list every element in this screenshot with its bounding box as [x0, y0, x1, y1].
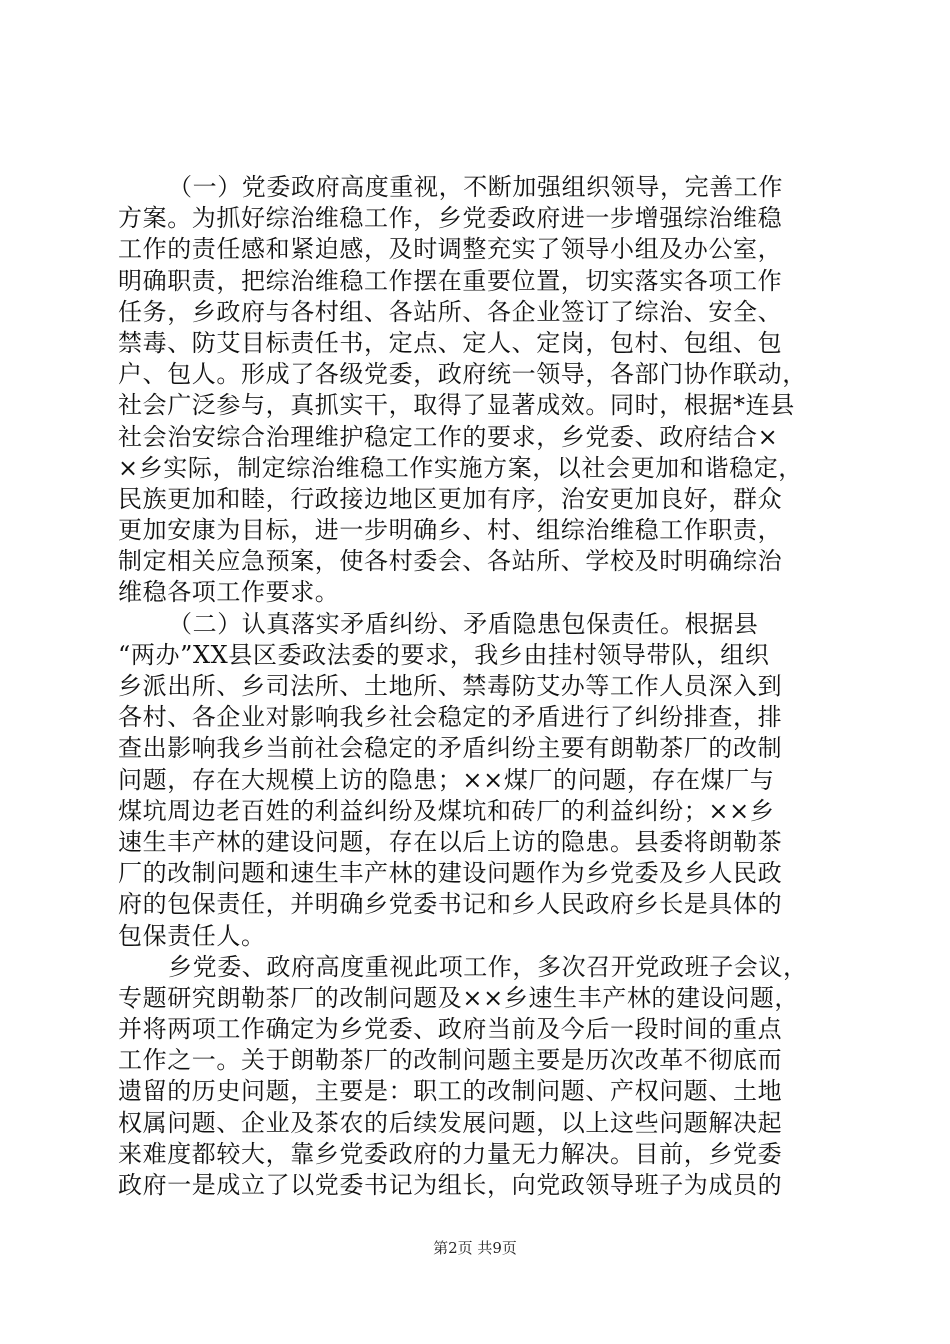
text-line: 社会治安综合治理维护稳定工作的要求，乡党委、政府结合×	[118, 422, 779, 451]
text-line: 乡党委、政府高度重视此项工作，多次召开党政班子会议，	[168, 952, 808, 981]
document-body	[118, 172, 838, 1201]
text-line: （一）党委政府高度重视，不断加强组织领导，完善工作	[168, 173, 783, 201]
text-line: 禁毒、防艾目标责任书，定点、定人、定岗，包村、包组、包	[118, 328, 783, 357]
text-line: 遗留的历史问题，主要是：职工的改制问题、产权问题、土地	[118, 1077, 783, 1106]
text-line: 政府一是成立了以党委书记为组长，向党政领导班子为成员的	[118, 1171, 783, 1199]
text-line: 乡派出所、乡司法所、土地所、禁毒防艾办等工作人员深入到	[118, 672, 783, 700]
text-line: 工作的责任感和紧迫感，及时调整充实了领导小组及办公室，	[118, 235, 783, 264]
text-line: 方案。为抓好综治维稳工作，乡党委政府进一步增强综治维稳	[118, 204, 783, 233]
text-line: 户、包人。形成了各级党委，政府统一领导，各部门协作联动，	[118, 360, 807, 389]
page-number-footer: 第2页 共9页	[433, 1239, 517, 1257]
paragraph-1	[118, 172, 838, 609]
text-line: ×乡实际，制定综治维稳工作实施方案，以社会更加和谐稳定，	[118, 453, 803, 482]
text-line: 问题，存在大规模上访的隐患；××煤厂的问题，存在煤厂与	[118, 765, 775, 794]
text-line: 专题研究朗勒茶厂的改制问题及××乡速生丰产林的建设问题，	[118, 983, 800, 1012]
text-line: 任务，乡政府与各村组、各站所、各企业签订了综治、安全、	[118, 297, 783, 326]
text-line: （二）认真落实矛盾纠纷、矛盾隐患包保责任。根据县	[168, 609, 759, 638]
text-line: 速生丰产林的建设问题，存在以后上访的隐患。县委将朗勒茶	[118, 827, 783, 856]
text-line: 明确职责，把综治维稳工作摆在重要位置，切实落实各项工作	[118, 266, 783, 295]
text-line: 查出影响我乡当前社会稳定的矛盾纠纷主要有朗勒茶厂的改制	[118, 734, 783, 763]
text-line: 权属问题、企业及茶农的后续发展问题，以上这些问题解决起	[118, 1108, 783, 1137]
text-line: 府的包保责任，并明确乡党委书记和乡人民政府乡长是具体的	[118, 890, 783, 919]
text-line: 制定相关应急预案，使各村委会、各站所、学校及时明确综治	[118, 547, 783, 576]
text-line: 社会广泛参与，真抓实干，取得了显著成效。同时，根据*连县	[118, 391, 795, 420]
text-line: 并将两项工作确定为乡党委、政府当前及今后一段时间的重点	[118, 1015, 783, 1044]
text-line: 民族更加和睦，行政接边地区更加有序，治安更加良好，群众	[118, 484, 783, 513]
text-line: 维稳各项工作要求。	[118, 578, 340, 607]
text-line: 厂的改制问题和速生丰产林的建设问题作为乡党委及乡人民政	[118, 859, 783, 888]
text-line: 各村、各企业对影响我乡社会稳定的矛盾进行了纠纷排查，排	[118, 703, 783, 732]
paragraph-2	[118, 609, 838, 952]
text-line: 工作之一。关于朗勒茶厂的改制问题主要是历次改革不彻底而	[118, 1046, 783, 1075]
paragraph-3	[118, 952, 838, 1202]
text-line: 来难度都较大，靠乡党委政府的力量无力解决。目前，乡党委	[118, 1139, 783, 1168]
text-line: 煤坑周边老百姓的利益纠纷及煤坑和砖厂的利益纠纷；××乡	[118, 796, 775, 825]
text-line: 更加安康为目标，进一步明确乡、村、组综治维稳工作职责，	[118, 516, 783, 545]
text-line: 包保责任人。	[118, 921, 266, 950]
text-line: “两办”XX县区委政法委的要求，我乡由挂村领导带队，组织	[118, 640, 770, 669]
